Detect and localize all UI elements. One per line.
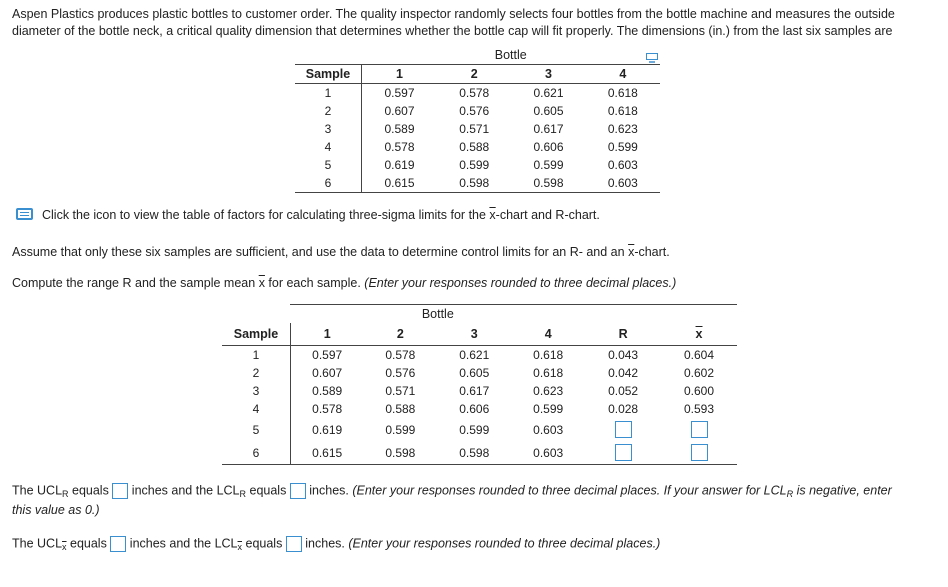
lcl-r-input[interactable]	[290, 483, 306, 499]
value-cell: 0.603	[607, 158, 638, 172]
mean-cell: 0.600	[684, 384, 715, 398]
range-col-header: R	[585, 323, 661, 346]
r-chart-note-line2: this value as 0.)	[12, 503, 100, 517]
sample-cell: 6	[295, 174, 362, 193]
range-input-sample-6[interactable]	[615, 444, 632, 461]
mean-cell: 0.602	[684, 366, 715, 380]
bottle-col-3-header: 3	[511, 65, 585, 84]
mean-input-cell	[661, 418, 737, 441]
sample-cell: 4	[295, 138, 362, 156]
value-cell: 0.618	[607, 86, 638, 100]
range-input-sample-5[interactable]	[615, 421, 632, 438]
bottle-col-1-header: 1	[362, 65, 438, 84]
value-cell: 0.578	[312, 402, 343, 416]
table-row	[222, 382, 737, 400]
value-cell: 0.588	[385, 402, 416, 416]
table-row	[222, 441, 737, 465]
value-cell: 0.599	[533, 402, 564, 416]
table-row	[295, 156, 660, 174]
value-cell: 0.619	[312, 422, 343, 437]
range-cell: 0.052	[608, 384, 639, 398]
sample-cell: 5	[222, 418, 290, 441]
value-cell: 0.619	[384, 158, 415, 172]
value-cell: 0.576	[459, 104, 490, 118]
value-cell: 0.599	[459, 158, 490, 172]
table-row	[222, 418, 737, 441]
factors-note: Click the icon to view the table of factors for calculating three-sigma limits for the $\overline{x}$-chart and R-chart.	[42, 208, 600, 222]
bottle-col-4-header: 4	[586, 65, 660, 84]
value-cell: 0.576	[385, 366, 416, 380]
value-cell: 0.623	[533, 384, 564, 398]
value-cell: 0.578	[459, 86, 490, 100]
value-cell: 0.618	[533, 348, 564, 362]
sample-cell: 3	[222, 382, 290, 400]
value-cell: 0.571	[459, 122, 490, 136]
value-cell: 0.599	[385, 422, 416, 437]
table-row	[222, 364, 737, 382]
value-cell: 0.598	[437, 174, 511, 193]
table-row	[295, 84, 660, 103]
r-chart-limits-prompt: The $UCL_R$ equals inches and the $LCL_R$ equals inches. (Enter your responses rounded to three decimal places. If your answer for $LCL_R$ is negative, enter	[12, 483, 892, 500]
value-cell: 0.607	[384, 104, 415, 118]
bottle-col-1-header: 1	[290, 323, 363, 346]
mean-input-cell	[661, 441, 737, 465]
value-cell: 0.597	[384, 86, 415, 100]
sample-cell: 3	[295, 120, 362, 138]
value-cell: 0.621	[459, 348, 490, 362]
sample-cell: 2	[295, 102, 362, 120]
value-cell: 0.605	[533, 104, 564, 118]
bottle-col-2-header: 2	[363, 323, 437, 346]
value-cell: 0.606	[533, 140, 564, 154]
range-mean-table	[222, 304, 737, 465]
mean-input-sample-6[interactable]	[691, 444, 708, 461]
intro-line-2: diameter of the bottle neck, a critical quality dimension that determines whether the bottle cap will fit properly. The dimensions (in.) from the last six samples are	[12, 23, 893, 38]
problem-intro	[12, 6, 937, 39]
value-cell: 0.597	[312, 348, 343, 362]
value-cell: 0.617	[533, 122, 564, 136]
bottle-col-3-header: 3	[437, 323, 511, 346]
value-cell: 0.621	[533, 86, 564, 100]
ucl-r-input[interactable]	[112, 483, 128, 499]
compute-instructions: Compute the range R and the sample mean $\overline{x}$ for each sample. (Enter your responses rounded to three decimal places.)	[12, 276, 677, 290]
value-cell: 0.571	[385, 384, 416, 398]
sample-cell: 4	[222, 400, 290, 418]
value-cell: 0.578	[385, 348, 416, 362]
ucl-x-input[interactable]	[110, 536, 126, 552]
value-cell: 0.623	[607, 122, 638, 136]
mean-cell: 0.593	[684, 402, 715, 416]
range-input-cell	[585, 441, 661, 465]
value-cell: 0.606	[459, 402, 490, 416]
sample-col-header-2: Sample	[222, 323, 290, 346]
range-cell: 0.028	[608, 402, 639, 416]
value-cell: 0.599	[459, 422, 490, 437]
value-cell: 0.615	[362, 174, 438, 193]
value-cell: 0.598	[511, 174, 585, 193]
factors-table-icon[interactable]	[15, 207, 34, 221]
range-cell: 0.043	[608, 348, 639, 362]
value-cell: 0.599	[533, 158, 564, 172]
sample-cell: 1	[222, 346, 290, 365]
table-row	[222, 346, 737, 365]
bottle-group-label: Bottle	[494, 48, 527, 62]
lcl-x-input[interactable]	[286, 536, 302, 552]
sample-cell: 5	[295, 156, 362, 174]
value-cell: 0.618	[607, 104, 638, 118]
value-cell: 0.603	[533, 422, 564, 437]
value-cell: 0.603	[586, 174, 660, 193]
value-cell: 0.598	[363, 441, 437, 465]
value-cell: 0.607	[312, 366, 343, 380]
bottle-group-label-2: Bottle	[290, 305, 585, 324]
mean-col-header: $\overline{x}$	[661, 323, 737, 346]
assume-text: Assume that only these six samples are sufficient, and use the data to determine control limits for an R- and an $\overline{x}$-chart.	[12, 245, 670, 259]
value-cell: 0.589	[312, 384, 343, 398]
table-row	[295, 102, 660, 120]
mean-cell: 0.604	[684, 348, 715, 362]
intro-line-1: Aspen Plastics produces plastic bottles to customer order. The quality inspector randomly selects four bottles from the bottle machine and measures the outside	[12, 7, 895, 21]
value-cell: 0.578	[384, 140, 415, 154]
bottle-col-4-header: 4	[511, 323, 585, 346]
sample-cell: 1	[295, 84, 362, 103]
sample-cell: 2	[222, 364, 290, 382]
value-cell: 0.598	[437, 441, 511, 465]
sample-cell: 6	[222, 441, 290, 465]
range-cell: 0.042	[608, 366, 639, 380]
value-cell: 0.618	[533, 366, 564, 380]
value-cell: 0.588	[459, 140, 490, 154]
value-cell: 0.605	[459, 366, 490, 380]
value-cell: 0.603	[511, 441, 585, 465]
range-input-cell	[585, 418, 661, 441]
value-cell: 0.617	[459, 384, 490, 398]
sample-col-header: Sample	[295, 65, 362, 84]
value-cell: 0.589	[384, 122, 415, 136]
table-row	[295, 120, 660, 138]
x-chart-limits-prompt: The $UCL_{\overline{x}}$ equals inches and the $LCL_{\overline{x}}$ equals inches. (Enter your responses rounded to three decimal places.)	[12, 536, 661, 553]
mean-input-sample-5[interactable]	[691, 421, 708, 438]
table-row	[222, 400, 737, 418]
table-row	[295, 138, 660, 156]
table-row	[295, 174, 660, 193]
bottle-col-2-header: 2	[437, 65, 511, 84]
bottle-data-table	[295, 46, 660, 193]
value-cell: 0.615	[290, 441, 363, 465]
value-cell: 0.599	[607, 140, 638, 154]
